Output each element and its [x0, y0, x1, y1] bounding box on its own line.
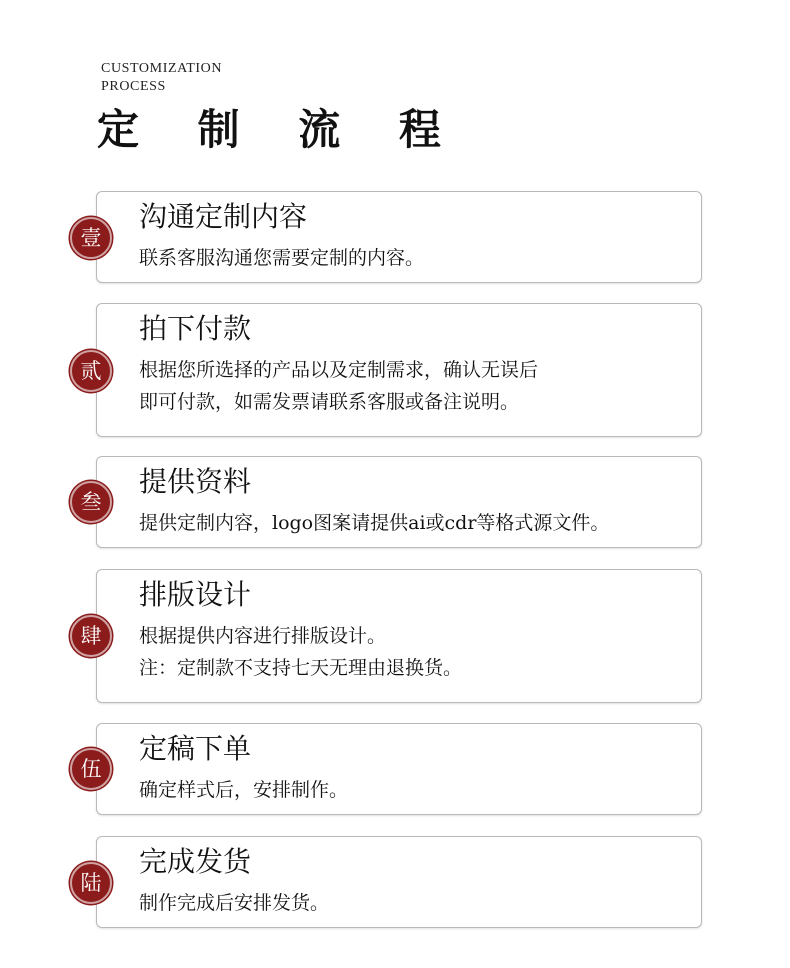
- step-description-line: 联系客服沟通您需要定制的内容。: [139, 247, 425, 269]
- step-title: 定稿下单: [139, 732, 252, 765]
- step-card-6: [96, 836, 702, 928]
- step-description-line: 根据提供内容进行排版设计。: [139, 625, 387, 647]
- header-english-line-2: PROCESS: [101, 79, 166, 94]
- step-description-line: 注：定制款不支持七天无理由退换货。: [139, 657, 463, 679]
- step-title: 提供资料: [139, 465, 252, 498]
- step-description: [139, 620, 462, 684]
- step-title: 完成发货: [139, 845, 252, 878]
- step-title: 拍下付款: [139, 312, 252, 345]
- step-badge-4: 肆: [70, 615, 112, 657]
- step-card-3: [96, 456, 702, 548]
- header-english: [101, 60, 222, 96]
- header-english-line-1: CUSTOMIZATION: [101, 61, 223, 76]
- page-title: 定 制 流 程: [97, 105, 463, 154]
- step-badge-2: 贰: [70, 350, 112, 392]
- step-description-line: 根据您所选择的产品以及定制需求，确认无误后: [139, 359, 539, 381]
- step-description: [139, 507, 609, 539]
- step-title: 排版设计: [139, 578, 252, 611]
- step-card-2: [96, 303, 702, 437]
- step-description: [139, 242, 424, 274]
- step-title: 沟通定制内容: [139, 200, 308, 233]
- step-badge-5: 伍: [70, 748, 112, 790]
- step-description: [139, 887, 329, 919]
- step-description-line: 提供定制内容，logo图案请提供ai或cdr等格式源文件。: [139, 512, 610, 534]
- step-badge-6: 陆: [70, 862, 112, 904]
- step-description-line: 确定样式后，安排制作。: [139, 779, 349, 801]
- step-card-5: [96, 723, 702, 815]
- step-description-line: 制作完成后安排发货。: [139, 892, 330, 914]
- step-description: [139, 354, 538, 418]
- step-badge-1: 壹: [70, 217, 112, 259]
- step-description: [139, 774, 348, 806]
- step-card-4: [96, 569, 702, 703]
- step-description-line: 即可付款，如需发票请联系客服或备注说明。: [139, 391, 520, 413]
- step-card-1: [96, 191, 702, 283]
- step-badge-3: 叁: [70, 481, 112, 523]
